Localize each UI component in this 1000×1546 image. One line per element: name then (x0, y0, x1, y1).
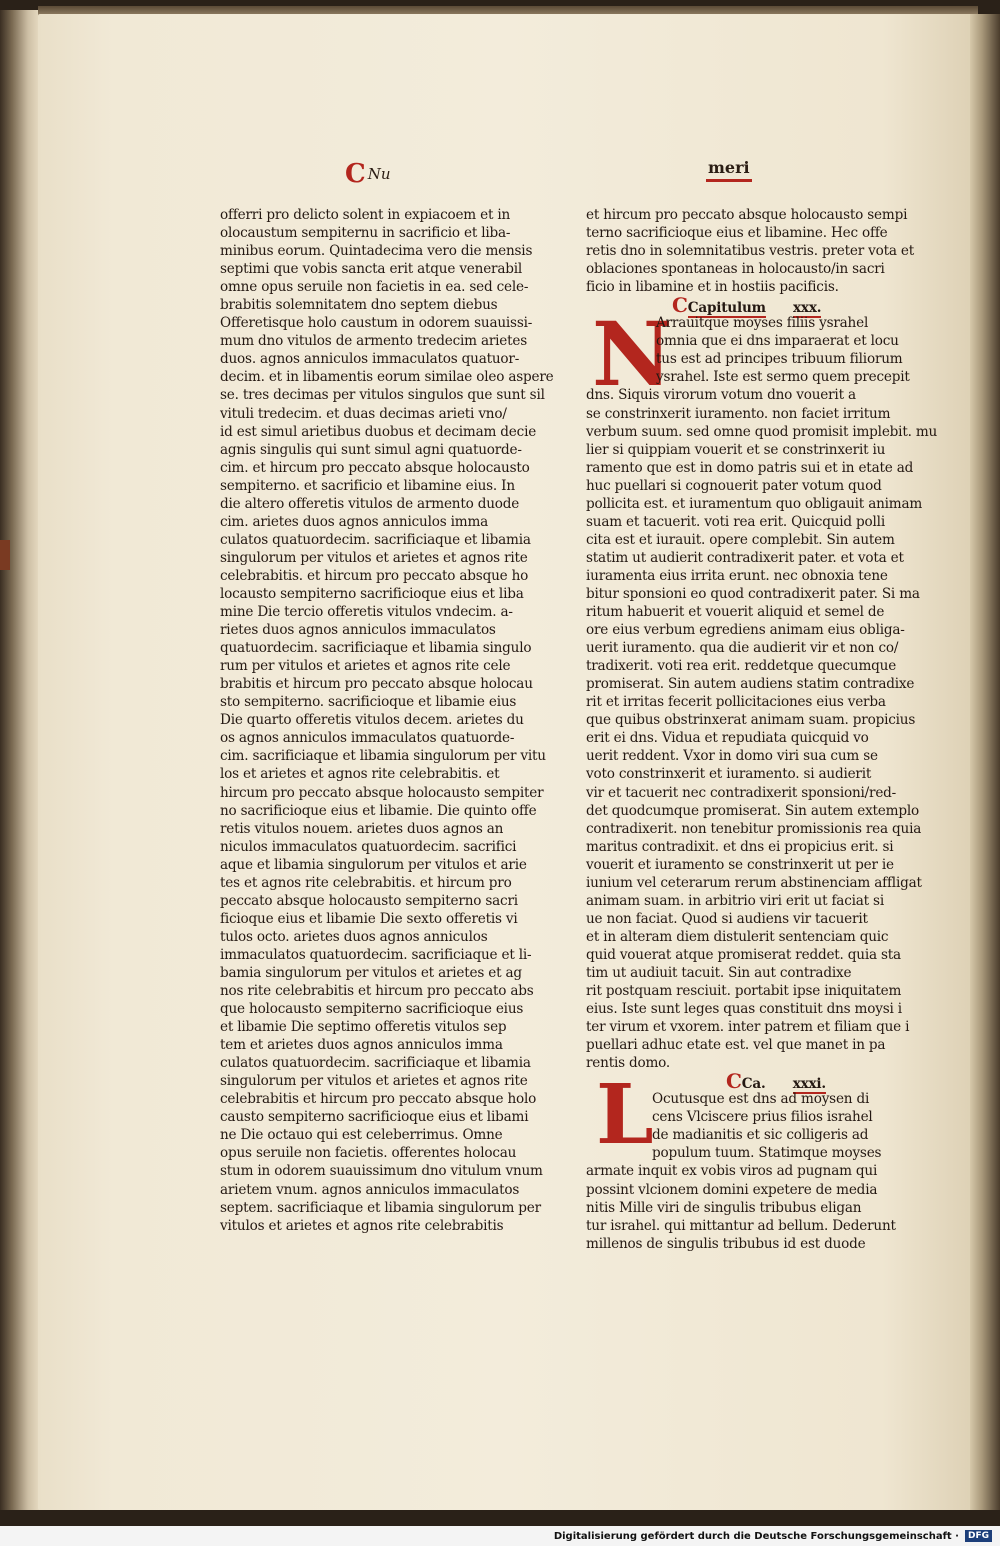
text-line: hircum pro peccato absque holocausto sempiter (220, 784, 544, 801)
text-line: maritus contradixit. et dns ei propicius erit. si (586, 838, 894, 855)
text-line: bitur sponsioni eo quod contradixerit pater. Si ma (586, 585, 920, 602)
text-line: peccato absque holocausto sempiterno sacri (220, 892, 518, 909)
text-line: promiserat. Sin autem audiens statim contradixe (586, 676, 915, 693)
text-line: tim ut audiuit tacuit. Sin aut contradixe (586, 964, 852, 981)
text-line: Offeretisque holo caustum in odorem suauissi- (220, 315, 533, 332)
text-line: animam suam. in arbitrio viri erit ut faciat si (586, 892, 884, 909)
text-line: armate inquit ex vobis viros ad pugnam qui (586, 1163, 878, 1180)
text-line: culatos quatuordecim. sacrificiaque et libamia (220, 531, 531, 548)
red-paragraph-mark-icon: C (672, 293, 688, 318)
text-line: et libamie Die septimo offeretis vitulos sep (220, 1019, 507, 1036)
text-line: bamia singulorum per vitulos et arietes et ag (220, 964, 522, 981)
text-line: ficioque eius et libamie Die sexto offeretis vi (220, 910, 518, 927)
text-line: culatos quatuordecim. sacrificiaque et libamia (220, 1055, 531, 1072)
text-line: agnis singulis qui sunt simul agni quatuorde- (220, 441, 522, 458)
text-line: singulorum per vitulos et arietes et agnos rite (220, 549, 528, 566)
text-line: tem et arietes duos agnos anniculos imma (220, 1037, 503, 1054)
text-line: terno sacrificioque eius et libamine. Hec offe (586, 225, 888, 242)
text-line: rum per vitulos et arietes et agnos rite cele (220, 658, 511, 675)
text-line: ter virum et vxorem. inter patrem et filiam que i (586, 1019, 910, 1036)
text-line: et hircum pro peccato absque holocausto sempi (586, 207, 908, 223)
text-line: omne opus seruile non facietis in ea. sed cele- (220, 279, 529, 296)
text-line: se. tres decimas per vitulos singulos que sunt sil (220, 387, 545, 404)
text-line: brabitis et hircum pro peccato absque holocau (220, 676, 533, 693)
text-line: det quodcumque promiserat. Sin autem extemplo (586, 802, 919, 819)
text-line: ritum habuerit et vouerit aliquid et semel de (586, 604, 885, 621)
text-line: rit postquam resciuit. portabit ipse iniquitatem (586, 983, 902, 1000)
text-line: huc puellari si cognouerit pater votum quod (586, 477, 882, 494)
text-line: cim. sacrificiaque et libamia singulorum per vitu (220, 748, 546, 765)
text-line: cens Vlciscere prius filios israhel (652, 1109, 873, 1126)
text-line: mum dno vitulos de armento tredecim arietes (220, 333, 528, 350)
text-line: puellari adhuc etate est. vel que manet in pa (586, 1037, 886, 1054)
text-line: causto sempiterno sacrificioque eius et libami (220, 1109, 529, 1126)
text-line: tulos octo. arietes duos agnos anniculos (220, 928, 488, 945)
text-line: de madianitis et sic colligeris ad (652, 1127, 869, 1144)
text-line: cim. arietes duos agnos anniculos imma (220, 513, 489, 530)
text-line: ramento que est in domo patris sui et in etate ad (586, 459, 914, 476)
text-line: ue non faciat. Quod si audiens vir tacuerit (586, 910, 868, 927)
left-page-edge (0, 10, 40, 1510)
text-line: Ocutusque est dns ad moysen di (652, 1091, 870, 1108)
text-line: opus seruile non facietis. offerentes holocau (220, 1145, 517, 1162)
text-line: verbum suum. sed omne quod promisit implebit. mu (586, 423, 938, 440)
text-line: populum tuum. Statimque moyses (652, 1145, 882, 1162)
bookmark-tab (0, 540, 10, 570)
text-line: celebrabitis. et hircum pro peccato absque ho (220, 567, 529, 584)
text-line: no sacrificioque eius et libamie. Die quinto offe (220, 802, 537, 819)
text-line: pollicita est. et iuramentum quo obligauit animam (586, 495, 923, 512)
chapter-number: xxx. (793, 300, 822, 317)
chapter-label: Ca. (741, 1076, 766, 1093)
text-line: vouerit et iuramento se constrinxerit ut per ie (586, 856, 894, 873)
text-line: possint vlcionem domini expetere de media (586, 1181, 878, 1198)
chapter-number: xxxi. (792, 1076, 826, 1093)
text-line: decim. et in libamentis eorum similae oleo aspere (220, 369, 554, 386)
red-paragraph-mark-icon: C (345, 159, 366, 189)
text-line: oblaciones spontaneas in holocausto/in sacri (586, 261, 885, 278)
text-line: omnia que ei dns imparaerat et locu (656, 333, 899, 350)
text-line: lier si quippiam vouerit et se constrinxerit iu (586, 441, 886, 458)
text-line: et in alteram diem distulerit sentenciam quic (586, 928, 889, 945)
footer-bar (0, 1526, 1000, 1546)
text-line: millenos de singulis tribubus id est duode (586, 1235, 866, 1252)
text-line: que holocausto sempiterno sacrificioque eius (220, 1001, 524, 1018)
text-line: Arrauitque moyses filiis ysrahel (656, 315, 869, 332)
text-line: ne Die octauo qui est celeberrimus. Omne (220, 1127, 503, 1144)
text-line: ore eius verbum egrediens animam eius obliga- (586, 622, 905, 639)
text-line: immaculatos quatuordecim. sacrificiaque et li- (220, 946, 532, 963)
text-line: offerri pro delicto solent in expiacoem et in (220, 207, 511, 223)
text-line: quatuordecim. sacrificiaque et libamia singulo (220, 640, 532, 657)
text-line: septem. sacrificiaque et libamia singulorum per (220, 1199, 541, 1216)
text-line: dns. Siquis virorum votum dno vouerit a (586, 387, 856, 404)
text-line: retis dno in solemnitatibus vestris. preter vota et (586, 243, 914, 260)
text-line: voto constrinxerit et iuramento. si audierit (586, 766, 872, 783)
text-line: celebrabitis et hircum pro peccato absque holo (220, 1091, 537, 1108)
text-line: ficio in libamine et in hostiis pacificis. (586, 279, 839, 296)
text-line: tradixerit. voti rea erit. reddetque quecumque (586, 658, 897, 675)
running-header-left (345, 160, 391, 188)
text-line: los et arietes et agnos rite celebrabitis. et (220, 766, 500, 783)
text-line: Die quarto offeretis vitulos decem. arietes du (220, 712, 524, 729)
text-line: rentis domo. (586, 1055, 671, 1072)
illuminated-initial-l: L (596, 1067, 654, 1163)
right-page-edge (970, 14, 1000, 1510)
text-line: nos rite celebrabitis et hircum pro peccato abs (220, 983, 534, 1000)
text-line: ysrahel. Iste est sermo quem precepit (656, 369, 910, 386)
text-line: sto sempiterno. sacrificioque et libamie eius (220, 694, 517, 711)
text-line: quid vouerat atque promiserat reddet. quia sta (586, 946, 901, 963)
text-line: rietes duos agnos anniculos immaculatos (220, 622, 496, 639)
text-line: iuramenta eius irrita erunt. nec obnoxia tene (586, 567, 888, 584)
chapter-heading (586, 293, 890, 318)
text-line: tes et agnos rite celebrabitis. et hircum pro (220, 874, 512, 891)
text-line: tur israhel. qui mittantur ad bellum. Dederunt (586, 1217, 896, 1234)
text-line: suam et tacuerit. voti rea erit. Quicquid polli (586, 513, 885, 530)
text-line: que quibus obstrinxerat animam suam. propicius (586, 712, 916, 729)
text-line: locausto sempiterno sacrificioque eius et liba (220, 585, 524, 602)
text-line: se constrinxerit iuramento. non faciet irritum (586, 405, 891, 422)
text-line: cita est et iurauit. opere complebit. Sin autem (586, 531, 895, 548)
running-header-left-text: Nu (367, 165, 391, 183)
text-line: id est simul arietibus duobus et decimam decie (220, 423, 537, 440)
text-line: sempiterno. et sacrificio et libamine eius. In (220, 477, 515, 494)
text-line: vir et tacuerit nec contradixerit sponsioni/red- (586, 784, 897, 801)
text-line: os agnos anniculos immaculatos quatuorde- (220, 730, 515, 747)
text-line: eius. Iste sunt leges quas constituit dns moysi i (586, 1001, 902, 1018)
text-line: singulorum per vitulos et arietes et agnos rite (220, 1073, 528, 1090)
text-line: arietem vnum. agnos anniculos immaculatos (220, 1181, 520, 1198)
text-line: vitulos et arietes et agnos rite celebrabitis (220, 1217, 504, 1234)
text-line: rit et irritas fecerit pollicitaciones eius verba (586, 694, 886, 711)
text-line: erit ei dns. Vidua et repudiata quicquid vo (586, 730, 869, 747)
text-line: tus est ad principes tribuum filiorum (656, 351, 903, 368)
text-line: uerit reddent. Vxor in domo viri sua cum se (586, 748, 878, 765)
text-line: minibus eorum. Quintadecima vero die mensis (220, 243, 533, 260)
text-line: nitis Mille viri de singulis tribubus eligan (586, 1199, 862, 1216)
text-line: stum in odorem suauissimum dno vitulum vnum (220, 1163, 543, 1180)
text-line: duos. agnos anniculos immaculatos quatuor- (220, 351, 520, 368)
text-line: die altero offeretis vitulos de armento duode (220, 495, 520, 512)
text-line: mine Die tercio offeretis vitulos vndecim. a- (220, 604, 513, 621)
text-line: niculos immaculatos quatuordecim. sacrifici (220, 838, 517, 855)
text-line: vituli tredecim. et duas decimas arieti vno/ (220, 405, 507, 422)
illuminated-initial-n: N (592, 302, 673, 406)
text-line: uerit iuramento. qua die audierit vir et non co/ (586, 640, 899, 657)
right-text-column (586, 206, 938, 1253)
text-line: retis vitulos nouem. arietes duos agnos an (220, 820, 504, 837)
text-line: cim. et hircum pro peccato absque holocausto (220, 459, 530, 476)
running-header-right: meri (706, 158, 752, 182)
left-text-column (220, 206, 554, 1235)
dfg-logo: DFG (965, 1530, 992, 1542)
text-line: septimi que vobis sancta erit atque venerabil (220, 261, 523, 278)
text-line: aque et libamia singulorum per vitulos et arie (220, 856, 527, 873)
text-line: brabitis solemnitatem dno septem diebus (220, 297, 498, 314)
text-line: contradixerit. non tenebitur promissionis rea quia (586, 820, 922, 837)
red-paragraph-mark-icon: C (726, 1069, 742, 1094)
text-line: iunium vel ceterarum rerum abstinenciam affligat (586, 874, 922, 891)
text-line: olocaustum sempiternu in sacrificio et liba- (220, 225, 511, 242)
text-line: statim ut audierit contradixerit pater. et vota et (586, 549, 904, 566)
chapter-label: Capitulum (687, 300, 766, 317)
chapter-heading (586, 1069, 890, 1094)
funding-credit: Digitalisierung gefördert durch die Deutsche Forschungsgemeinschaft · (553, 1530, 959, 1542)
